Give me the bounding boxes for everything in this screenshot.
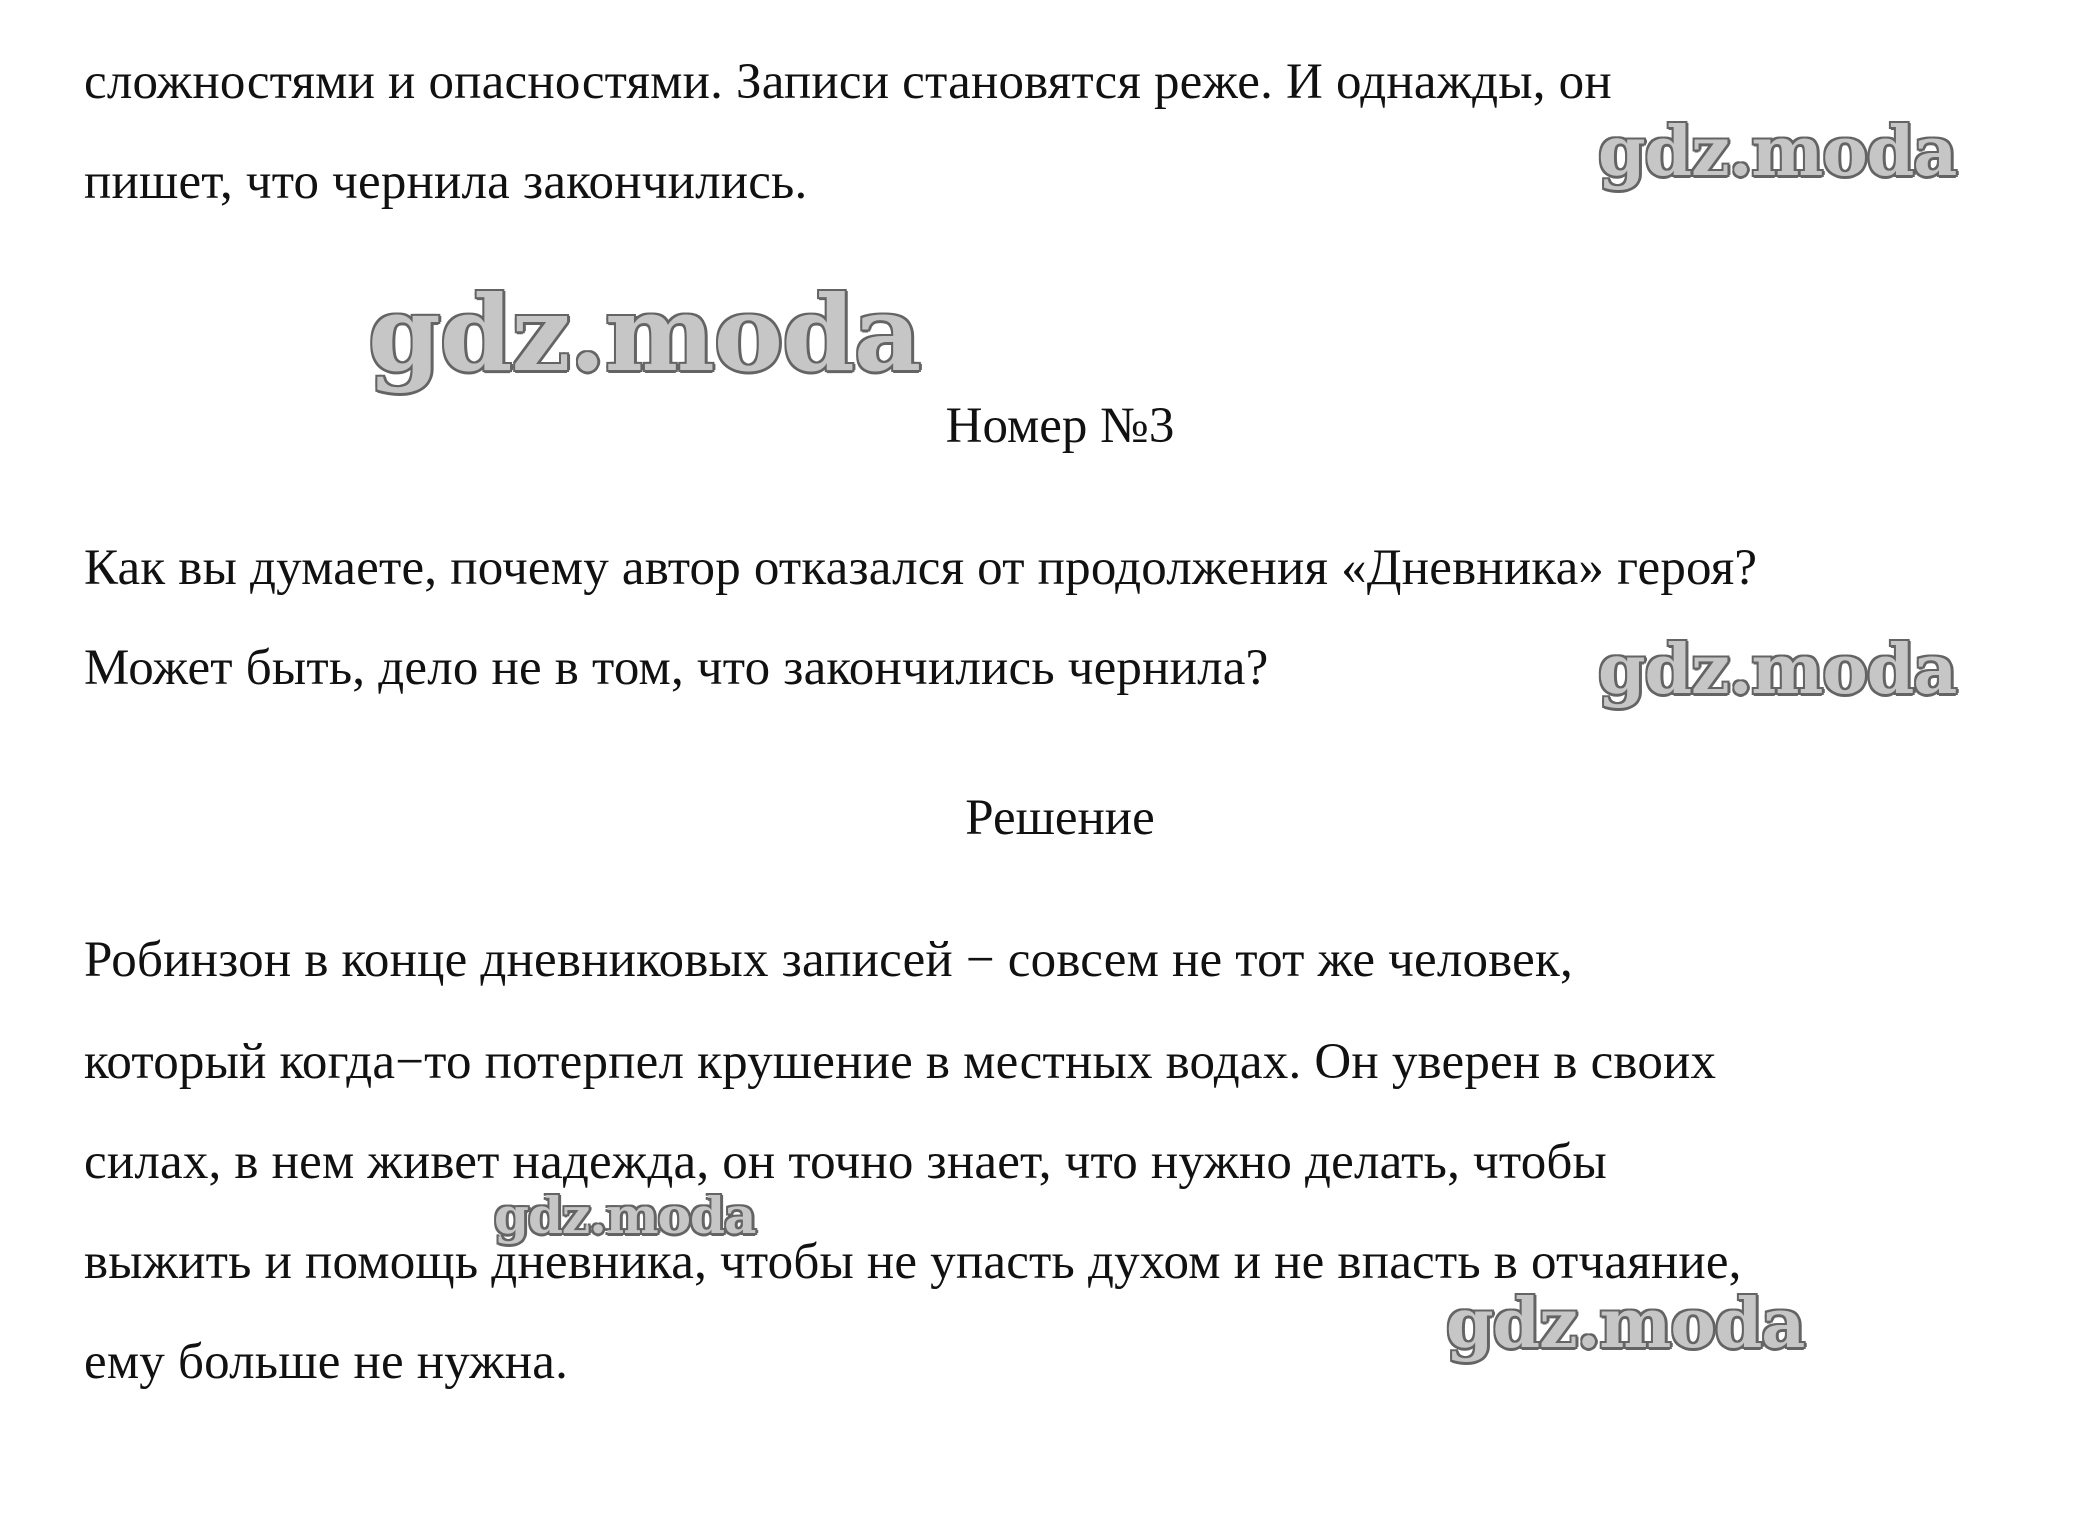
text-line-top-2: пишет, что чернила закончились. xyxy=(84,154,808,210)
solution-line-2: который когда−то потерпел крушение в местных водах. Он уверен в своих xyxy=(84,1034,1717,1090)
question-heading: Номер №3 xyxy=(945,398,1175,454)
watermark-logo: gdz.moda xyxy=(1598,630,1957,710)
watermark-logo: gdz.moda xyxy=(368,272,921,395)
question-line-2: Может быть, дело не в том, что закончились чернила? xyxy=(84,640,1269,696)
solution-line-5: ему больше не нужна. xyxy=(84,1334,569,1390)
question-line-1: Как вы думаете, почему автор отказался от продолжения «Дневника» героя? xyxy=(84,540,1758,596)
watermark-logo: gdz.moda xyxy=(494,1186,756,1245)
solution-heading: Решение xyxy=(965,790,1155,846)
solution-line-4: выжить и помощь дневника, чтобы не упасть духом и не впасть в отчаяние, xyxy=(84,1234,1742,1290)
solution-line-1: Робинзон в конце дневниковых записей − совсем не тот же человек, xyxy=(84,932,1573,988)
watermark-logo: gdz.moda xyxy=(1446,1284,1805,1364)
solution-line-3: силах, в нем живет надежда, он точно знает, что нужно делать, чтобы xyxy=(84,1134,1608,1190)
watermark-logo: gdz.moda xyxy=(1598,112,1957,192)
text-line-top-1: сложностями и опасностями. Записи становятся реже. И однажды, он xyxy=(84,54,1612,110)
